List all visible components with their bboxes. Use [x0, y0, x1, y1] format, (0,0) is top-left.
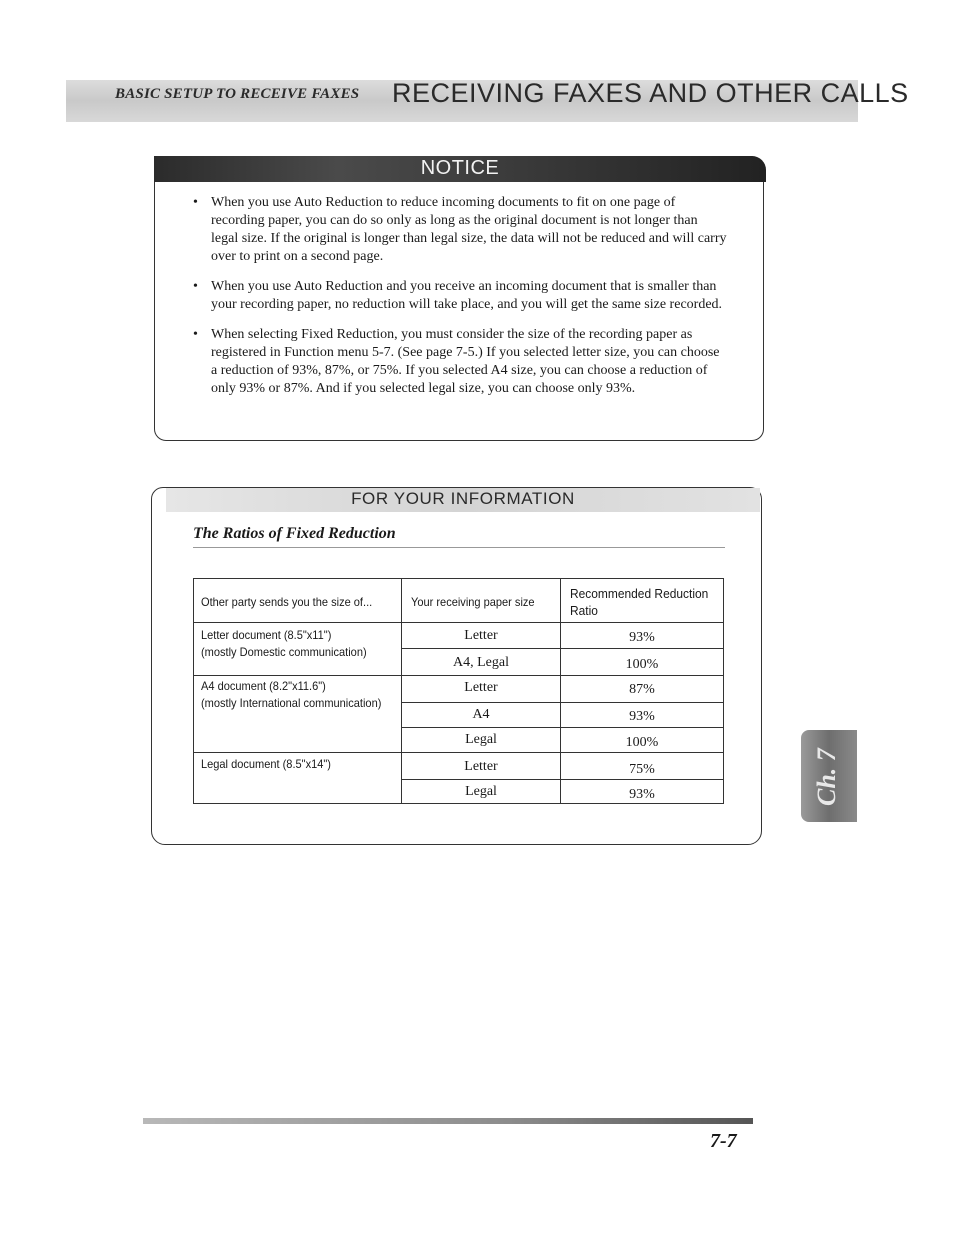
table-rule: [193, 752, 724, 753]
ratio-cell: 87%: [629, 682, 655, 697]
info-title: FOR YOUR INFORMATION: [351, 489, 575, 508]
ratio-cell: 100%: [625, 657, 659, 672]
footer-rule: [143, 1118, 753, 1124]
table-rule: [193, 578, 194, 804]
table-subheading: The Ratios of Fixed Reduction: [193, 525, 396, 542]
bullet-dot-icon: •: [193, 279, 198, 294]
paper-size-cell: Legal: [465, 732, 497, 747]
table-rule: [193, 622, 724, 623]
notice-bullet: [193, 278, 728, 314]
subheading-rule: [193, 547, 725, 548]
chapter-tab-label: Ch. 7: [812, 748, 841, 806]
paper-size-cell: Legal: [465, 784, 497, 799]
table-header: Your receiving paper size: [411, 595, 535, 609]
group-note: (mostly Domestic communication): [201, 645, 367, 659]
group-doc: Letter document (8.5"x11"): [201, 628, 332, 642]
bullet-text: When you use Auto Reduction and you receive an incoming document that is smaller than your recording paper, no reduction will take place, and you will get the same size recorded.: [211, 279, 723, 312]
group-doc-label: [201, 678, 399, 712]
group-doc-label: [201, 756, 394, 773]
group-doc-label: [201, 627, 394, 661]
header-section-title: BASIC SETUP TO RECEIVE FAXES: [115, 86, 360, 102]
bullet-text: When selecting Fixed Reduction, you must consider the size of the recording paper as registered in Function menu 5-7. (See page 7-5.) If you selected letter size, you can choose a reduction of 93%, 87%, or 75%. If you selected A4 size, you can choose a reduction of only 93% or 87%. And if you selected legal size, you can choose only 93%.: [211, 327, 720, 396]
paper-size-cell: A4, Legal: [453, 655, 509, 670]
paper-size-cell: Letter: [464, 680, 498, 695]
paper-size-cell: A4: [472, 707, 490, 722]
bullet-dot-icon: •: [193, 195, 198, 210]
header-chapter-title: RECEIVING FAXES AND OTHER CALLS: [392, 78, 909, 108]
page-number: 7-7: [710, 1130, 737, 1152]
ratio-cell: 93%: [629, 787, 655, 802]
group-doc: A4 document (8.2"x11.6"): [201, 679, 326, 693]
table-rule: [401, 727, 724, 728]
table-header: Recommended Reduction Ratio: [570, 586, 709, 618]
ratio-cell: 75%: [629, 762, 655, 777]
bullet-dot-icon: •: [193, 327, 198, 342]
ratio-cell: 93%: [629, 709, 655, 724]
table-rule: [401, 702, 724, 703]
notice-title: NOTICE: [420, 157, 500, 179]
group-doc: Legal document (8.5"x14"): [201, 757, 331, 771]
reduction-table: [193, 578, 724, 804]
table-rule: [193, 578, 724, 579]
notice-bullet: [193, 194, 728, 266]
group-note: (mostly International communication): [201, 696, 382, 710]
paper-size-cell: Letter: [464, 628, 498, 643]
paper-size-cell: Letter: [464, 759, 498, 774]
table-rule: [193, 803, 724, 804]
ratio-cell: 93%: [629, 630, 655, 645]
ratio-cell: 100%: [625, 735, 659, 750]
table-rule: [401, 779, 724, 780]
notice-bullet: [193, 326, 728, 398]
table-rule: [193, 675, 724, 676]
table-header: Other party sends you the size of...: [201, 595, 373, 609]
notice-bullets: [193, 194, 728, 410]
table-rule: [401, 648, 724, 649]
bullet-text: When you use Auto Reduction to reduce incoming documents to fit on one page of recording paper, you can do so only as long as the original document is not longer than legal size. If the original is longer than legal size, the data will not be reduced and will carry over to print on a second page.: [211, 195, 727, 264]
